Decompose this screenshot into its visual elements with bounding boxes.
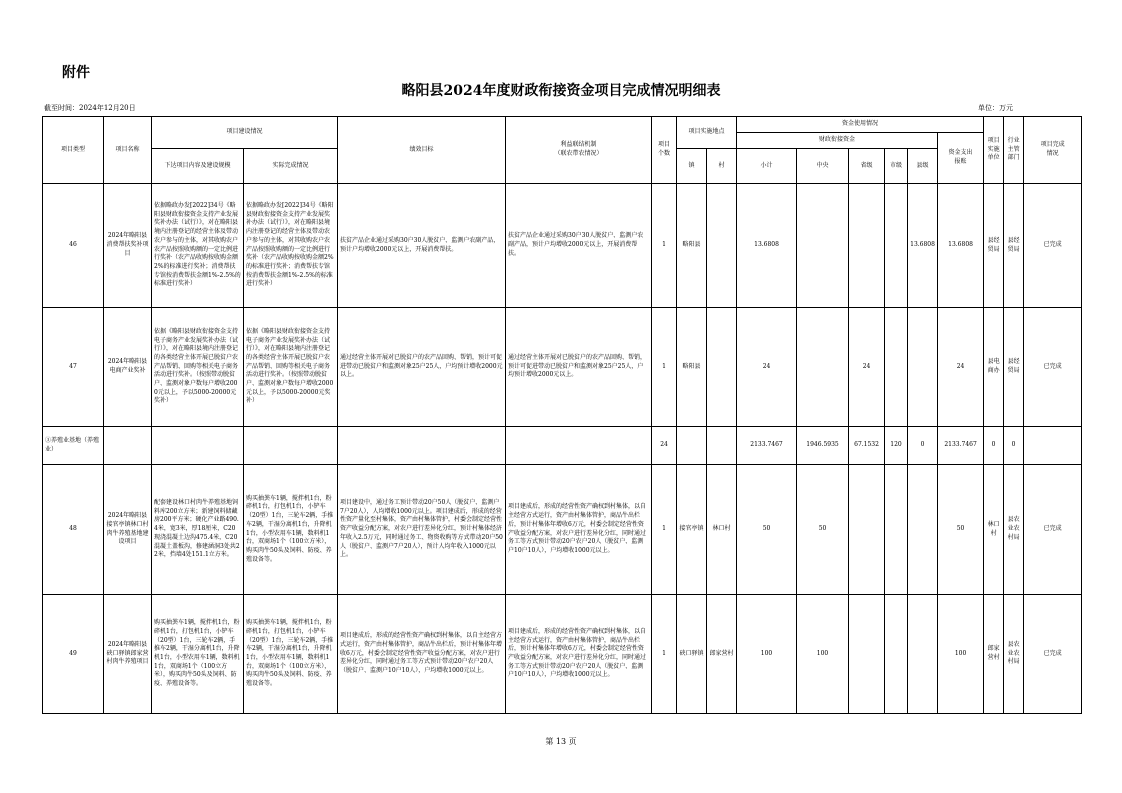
table-row	[43, 308, 1082, 427]
row-plan: 购买抽粪车1辆，搅拌机1台，粉碎机1台，打包机1台，小铲车（20型）1台，三轮车2辆，手推车2辆，干湿分离机1台，升降机1台，小型农用车1辆，数料机1台，双商场1个（100立方米），购买肉牛50头及饲料、防疫、养殖设备等。	[152, 595, 244, 714]
row-dept: 0	[1004, 427, 1024, 465]
row-city	[885, 595, 908, 714]
row-name: 2024年略阳县电商产业奖补	[104, 308, 152, 427]
row-actual: 购买抽粪车1辆，搅拌机1台，粉碎机1台，打包机1台，小铲车（20型）1台，三轮车2辆，手推车2辆，干湿分离机1台，升降机1台，小型农用车1辆，数料机1台，双商场1个（100立方米），购买肉牛50头及饲料、防疫、养殖设备等。	[244, 465, 338, 595]
page-title: 略阳县2024年度财政衔接资金项目完成情况明细表	[401, 83, 721, 99]
row-county: 0	[908, 427, 938, 465]
col-status: 项目完成 情况	[1024, 117, 1082, 184]
row-town: 略阳县	[677, 184, 707, 308]
row-impl-unit: 县经贸局	[984, 184, 1004, 308]
table-row	[43, 184, 1082, 308]
row-benefit: 项目建成后，形成的经营性资产确权到村集体，以自主经营方式运行，资产由村集体管护，商品牛出栏后，预计村集体年增收6万元，村委会制定经营性资产收益分配方案，对农户进行差异化分红，同时通过务工等方式预计带动20户农户20人（脱贫户、监测户10户10人），户均增收1000元以上。	[506, 465, 652, 595]
row-county	[908, 465, 938, 595]
row-provincial: 67.1532	[849, 427, 885, 465]
col-actual: 实际完成情况	[244, 149, 338, 184]
row-name: 2024年略阳县接官亭镇林口村肉牛养殖基地建设项目	[104, 465, 152, 595]
row-count: 1	[652, 184, 677, 308]
row-town: 略阳县	[677, 308, 707, 427]
row-impl-unit: 林口村	[984, 465, 1004, 595]
cutoff-date: 截至时间：2024年12月20日	[44, 104, 136, 112]
row-paid: 24	[938, 308, 984, 427]
col-county: 县级	[908, 149, 938, 184]
row-impl-unit: 0	[984, 427, 1004, 465]
row-goal: 扶贫产品企业通过采购30户30人脱贫户、监测户农副产品，预计户均增收2000元以上，开展消费帮扶。	[338, 184, 506, 308]
col-provincial: 省级	[849, 149, 885, 184]
row-county: 13.6808	[908, 184, 938, 308]
row-town: 硖口驿镇	[677, 595, 707, 714]
row-name: 2024年略阳县硖口驿镇郎家营村肉牛养殖项目	[104, 595, 152, 714]
row-benefit: 项目建成后，形成的经营性资产确权到村集体，以自主经营方式运行，资产由村集体管护，商品牛出栏后，预计村集体年增收6万元，村委会制定经营性资产收益分配方案，对农户进行差异化分红，同时通过务工等方式预计带动20户农户20人（脱贫户、监测户10户10人），户均增收1000元以上。	[506, 595, 652, 714]
col-fund-use: 资金使用情况	[737, 117, 984, 133]
row-subtotal: 13.6808	[737, 184, 797, 308]
row-provincial	[849, 184, 885, 308]
row-subtotal: 100	[737, 595, 797, 714]
row-type: 49	[43, 595, 104, 714]
col-impl-unit: 项目 实施 单位	[984, 117, 1004, 184]
row-subtotal: 24	[737, 308, 797, 427]
row-county	[908, 595, 938, 714]
row-plan: 依据略政办发[2022]34号《略阳县财政衔接资金支持产业发展奖补办法（试行）》，对在略阳县境内注册登记的经营主体及带动农户参与的主体，对其收购农户农产品按照收购额的一定比例进行奖补（农产品收购按收购金额2%的标准进行奖补；消费帮扶专馆按消费帮扶金额1%-2.5%的标准进行奖补）	[152, 184, 244, 308]
row-type: ③养殖业基地（养殖业）	[43, 427, 104, 465]
row-benefit: 通过经营主体开展对已脱贫户的农产品回购、帮销，预计可促进带动已脱贫户和监测对象25户25人，户均预计增收2000元以上。	[506, 308, 652, 427]
row-city	[885, 465, 908, 595]
row-dept: 县经贸局	[1004, 184, 1024, 308]
col-paid: 资金支出 报账	[938, 133, 984, 184]
row-goal: 项目建设中，通过务工预计带动20户50人（脱贫户、监测户7户20人），人均增收1000元以上。项目建成后，形成的经营性资产量化至村集体，资产由村集体管护，村委会制定经营性资产收益分配方案，对农户进行差异化分红，预计村集体经济年收入2.5万元，同时通过务工、物资收购等方式带动20户50人（脱贫户、监测户7户20人），预计人均年收入1000元以上。	[338, 465, 506, 595]
row-count: 1	[652, 595, 677, 714]
row-goal: 通过经营主体开展对已脱贫户的农产品回购、帮销，预计可促进带动已脱贫户和监测对象25户25人，户均预计增收2000元以上。	[338, 308, 506, 427]
row-dept: 县农业农村局	[1004, 595, 1024, 714]
row-central	[797, 308, 849, 427]
row-count: 1	[652, 465, 677, 595]
row-name: 2024年略阳县消费帮扶奖补项目	[104, 184, 152, 308]
row-actual: 依据《略阳县财政衔接资金支持电子商务产业发展奖补办法（试行）》，对在略阳县境内注册登记的各类经营主体开展已脱贫户农产品帮销、回购等相关电子商务活动进行奖补。（按照带动脱贫户、监测对象户数每户增收2000元以上，予以5000-20000元奖补）	[244, 308, 338, 427]
row-provincial: 24	[849, 308, 885, 427]
col-dept: 行业 主管 部门	[1004, 117, 1024, 184]
category-subtotal-row	[43, 427, 1082, 465]
row-status: 已完成	[1024, 465, 1082, 595]
col-central: 中央	[797, 149, 849, 184]
row-actual: 依据略政办发[2022]34号《略阳县财政衔接资金支持产业发展奖补办法（试行）》，对在略阳县境内注册登记的经营主体及带动农户参与的主体，对其收购农户农产品按照收购额的一定比例进行奖补（农产品收购按收购金额2%的标准进行奖补；消费帮扶专馆按消费帮扶金额1%-2.5%的标准进行奖补）	[244, 184, 338, 308]
row-central: 100	[797, 595, 849, 714]
row-county	[908, 308, 938, 427]
row-count: 1	[652, 308, 677, 427]
row-city	[885, 184, 908, 308]
col-location: 项目实施地点	[677, 117, 737, 149]
row-count: 24	[652, 427, 677, 465]
col-plan: 下达项目内容及建设规模	[152, 149, 244, 184]
col-type: 项目类型	[43, 117, 104, 184]
row-central	[797, 184, 849, 308]
row-paid: 2133.7467	[938, 427, 984, 465]
row-paid: 100	[938, 595, 984, 714]
col-count: 项目 个数	[652, 117, 677, 184]
row-provincial	[849, 595, 885, 714]
row-dept: 县经贸局	[1004, 308, 1024, 427]
row-dept: 县农业农村局	[1004, 465, 1024, 595]
row-city	[885, 308, 908, 427]
row-provincial	[849, 465, 885, 595]
row-paid: 50	[938, 465, 984, 595]
row-central: 1946.5935	[797, 427, 849, 465]
col-town: 镇	[677, 149, 707, 184]
row-city: 120	[885, 427, 908, 465]
page-number: 第 13 页	[545, 737, 577, 746]
unit-label: 单位：万元	[978, 104, 1013, 112]
row-paid: 13.6808	[938, 184, 984, 308]
row-benefit: 扶贫产品企业通过采购30户30人脱贫户、监测户农副产品，预计户均增收2000元以上，开展消费帮扶。	[506, 184, 652, 308]
row-goal: 项目建成后，形成的经营性资产确权到村集体，以自主经营方式运行，资产由村集体管护，商品牛出栏后，预计村集体年增收6万元，村委会制定经营性资产收益分配方案，对农户进行差异化分红，同时通过务工等方式预计带动20户农户20人（脱贫户、监测户10户10人），户均增收1000元以上。	[338, 595, 506, 714]
row-plan: 依据《略阳县财政衔接资金支持电子商务产业发展奖补办法（试行）》，对在略阳县境内注册登记的各类经营主体开展已脱贫户农产品帮销、回购等相关电子商务活动进行奖补。（按照带动脱贫户、监测对象户数每户增收2000元以上，予以5000-20000元奖补）	[152, 308, 244, 427]
table-row	[43, 595, 1082, 714]
row-central: 50	[797, 465, 849, 595]
row-village	[707, 308, 737, 427]
col-subtotal: 小计	[737, 149, 797, 184]
row-status: 已完成	[1024, 308, 1082, 427]
row-type: 48	[43, 465, 104, 595]
row-plan: 配套建设林口村肉牛养殖基地饲料库200立方米；新建饲料储藏房200平方米；硬化产业路490.4米，宽3米，厚18厘米，C20现浇混凝土边沟475.4米，C20混凝土盖板沟，修建涵洞3处共22米，挡墙4处151.1立方米。	[152, 465, 244, 595]
col-construction: 项目建设情况	[152, 117, 338, 149]
row-type: 46	[43, 184, 104, 308]
row-impl-unit: 郎家营村	[984, 595, 1004, 714]
row-impl-unit: 县电商办	[984, 308, 1004, 427]
col-fiscal: 财政衔接资金	[737, 133, 938, 149]
row-village: 林口村	[707, 465, 737, 595]
row-village: 郎家营村	[707, 595, 737, 714]
row-type: 47	[43, 308, 104, 427]
col-benefit: 利益联结机制 （联农带农情况）	[506, 117, 652, 184]
table-row	[43, 465, 1082, 595]
project-detail-table	[42, 116, 1082, 714]
row-subtotal: 50	[737, 465, 797, 595]
row-actual: 购买抽粪车1辆，搅拌机1台，粉碎机1台，打包机1台，小铲车（20型）1台，三轮车2辆，手推车2辆，干湿分离机1台，升降机1台，小型农用车1辆，数料机1台，双商场1个（100立方米），购买肉牛50头及饲料、防疫、养殖设备等。	[244, 595, 338, 714]
row-subtotal: 2133.7467	[737, 427, 797, 465]
row-town: 接官亭镇	[677, 465, 707, 595]
col-goal: 绩效目标	[338, 117, 506, 184]
row-status: 已完成	[1024, 595, 1082, 714]
col-city: 市级	[885, 149, 908, 184]
col-village: 村	[707, 149, 737, 184]
row-status: 已完成	[1024, 184, 1082, 308]
attachment-label: 附件	[62, 65, 90, 81]
row-village	[707, 184, 737, 308]
col-name: 项目名称	[104, 117, 152, 184]
